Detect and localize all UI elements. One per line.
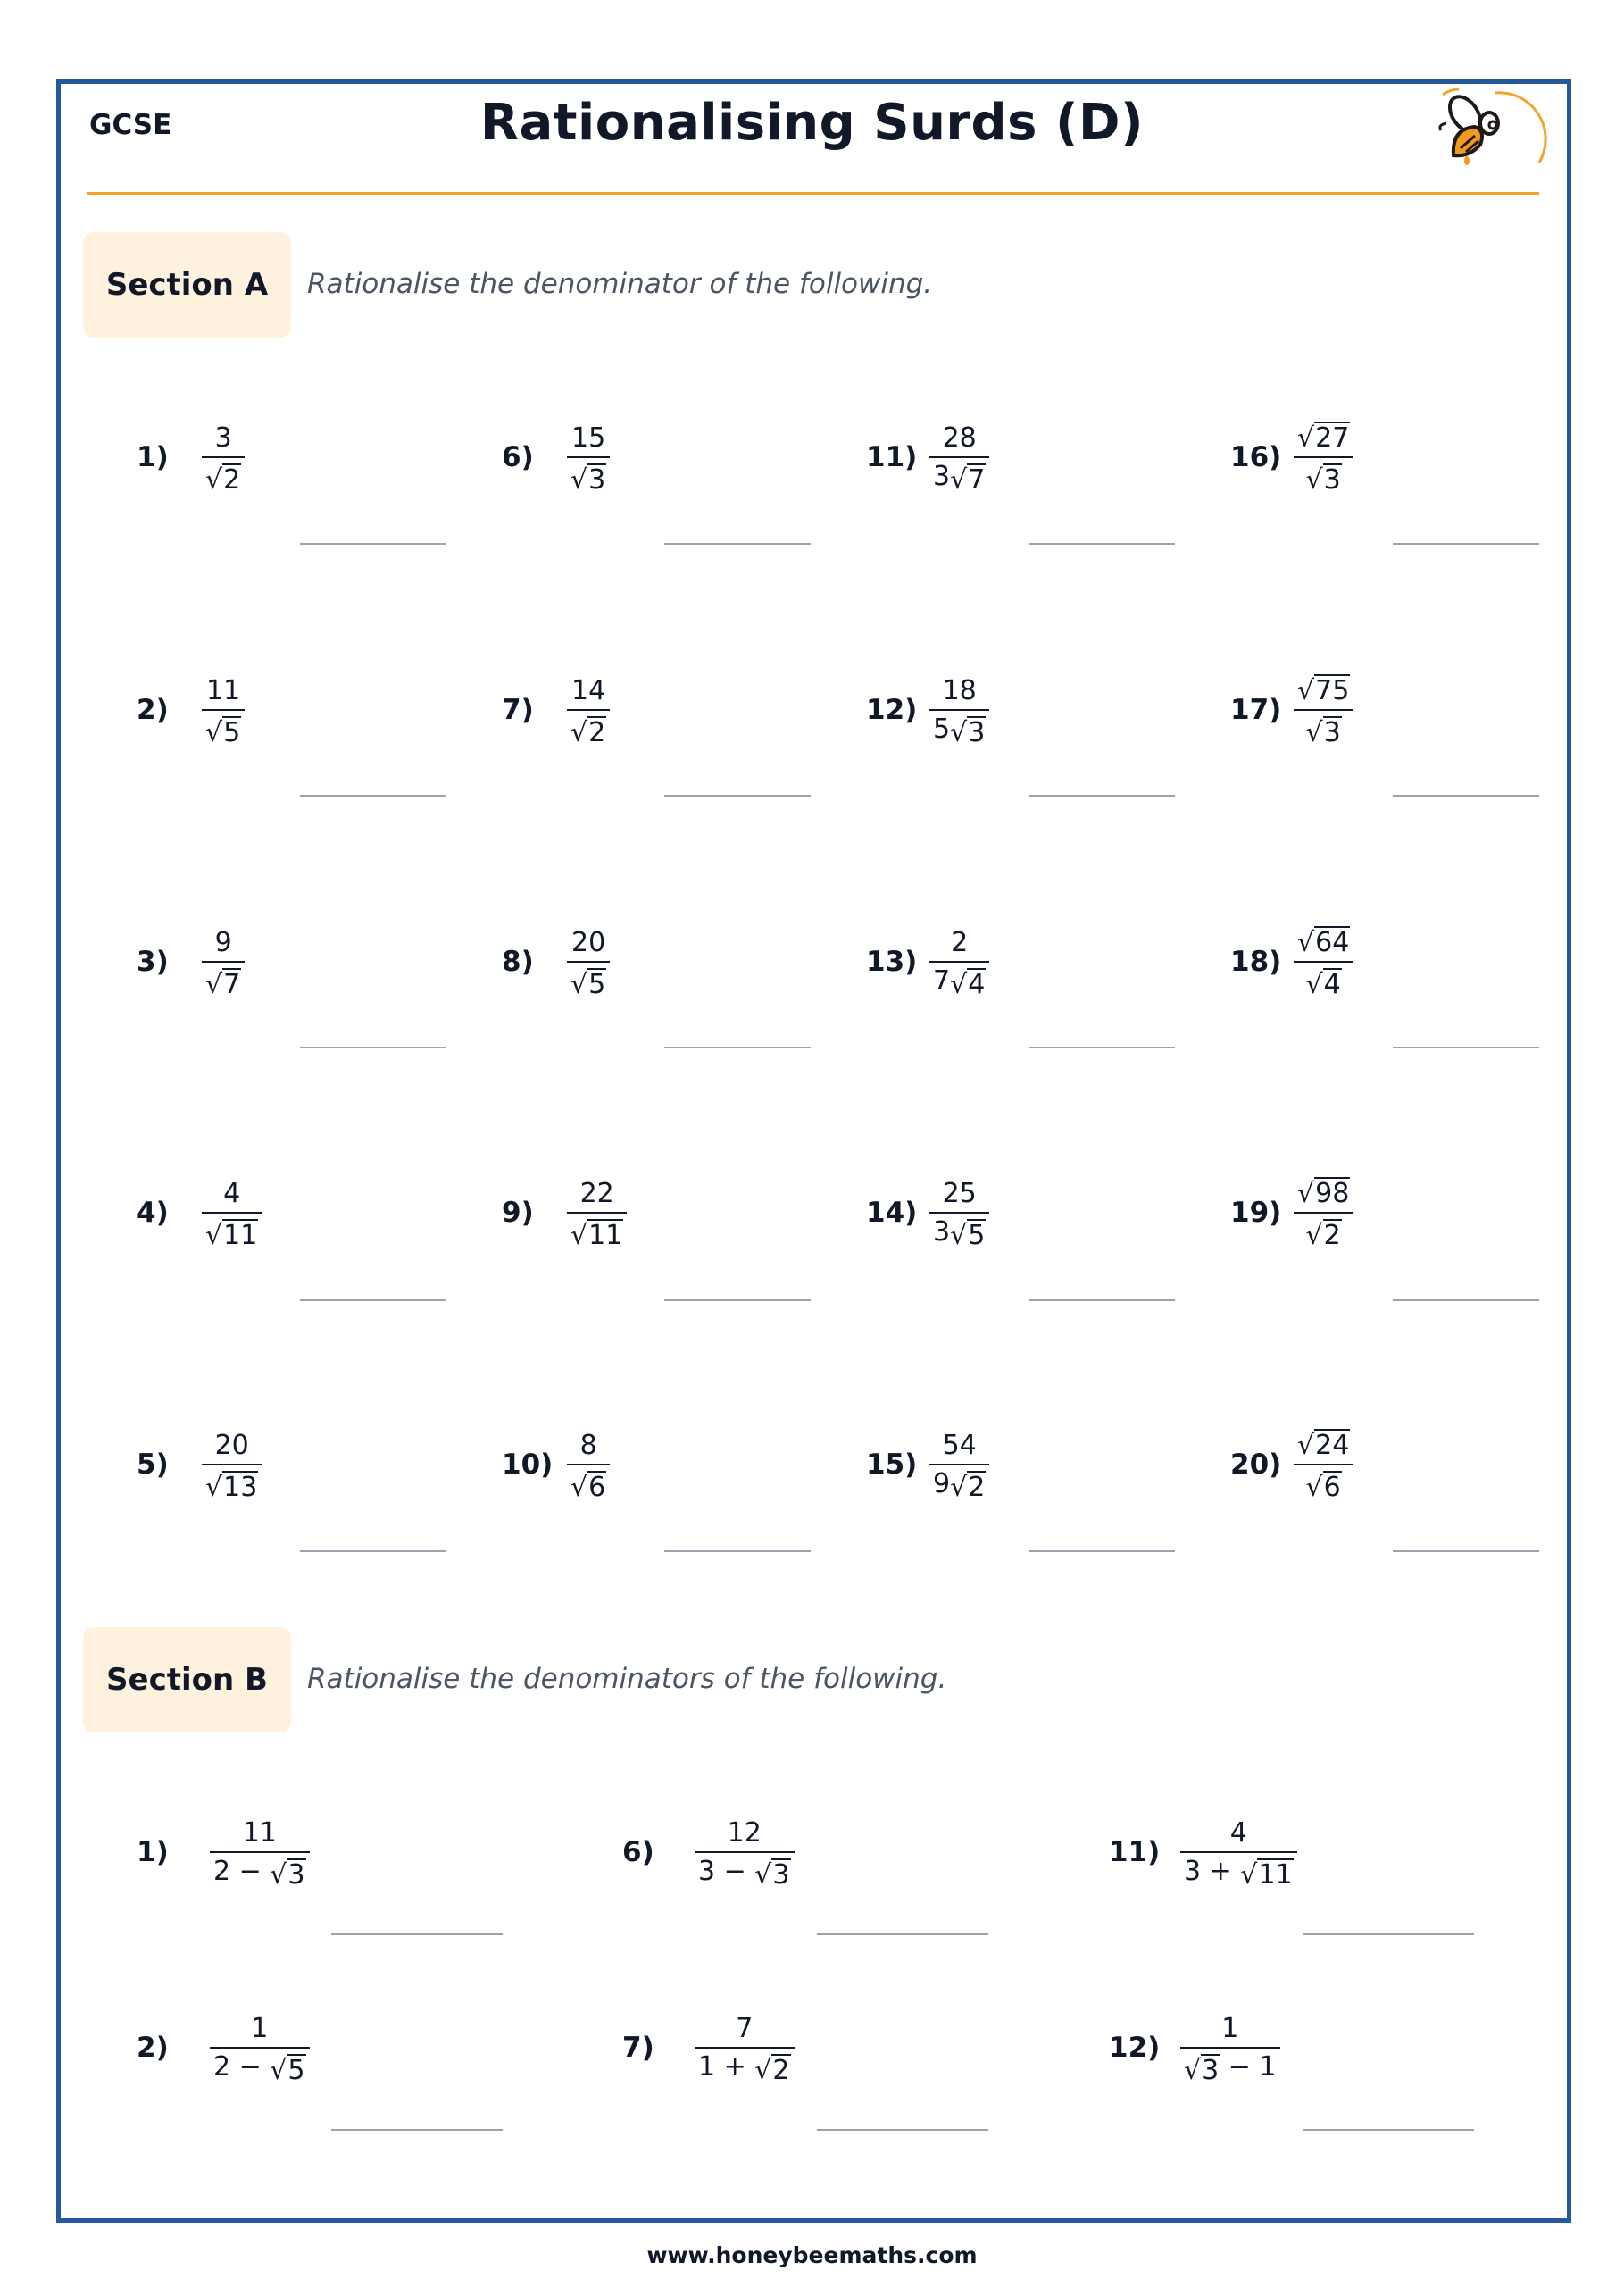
- question-number: 9): [502, 1197, 534, 1229]
- question-number: 4): [137, 1197, 169, 1229]
- fraction-numerator: 9: [214, 927, 232, 958]
- answer-line[interactable]: [664, 1550, 811, 1552]
- question-number: 13): [866, 946, 918, 978]
- answer-line[interactable]: [1029, 795, 1175, 797]
- level-label: GCSE: [89, 109, 172, 141]
- answer-line[interactable]: [331, 2129, 503, 2131]
- question-number: 10): [502, 1449, 554, 1481]
- question-fraction: [929, 927, 989, 1000]
- answer-line[interactable]: [1029, 1550, 1175, 1552]
- fraction-denominator: √ 13: [205, 1472, 258, 1503]
- question-number: 2): [137, 694, 169, 726]
- question-fraction: [567, 422, 610, 496]
- fraction-numerator: 11: [242, 1817, 277, 1849]
- question-fraction: [202, 927, 245, 1000]
- fraction-denominator: 5 √ 3: [933, 714, 986, 748]
- fraction-numerator: 11: [206, 675, 241, 706]
- fraction-denominator: √ 4: [1305, 969, 1341, 1000]
- fraction-numerator: 12: [727, 1817, 762, 1849]
- fraction-numerator: 25: [942, 1178, 977, 1209]
- answer-line[interactable]: [1303, 2129, 1474, 2131]
- question-fraction: [695, 2013, 795, 2086]
- answer-line[interactable]: [331, 1933, 503, 1935]
- fraction-denominator: 1 + √ 2: [698, 2051, 790, 2086]
- answer-line[interactable]: [664, 543, 811, 545]
- question-number: 7): [502, 694, 534, 726]
- answer-line[interactable]: [664, 1299, 811, 1301]
- answer-line[interactable]: [300, 1047, 446, 1048]
- fraction-denominator: √ 6: [1305, 1472, 1341, 1503]
- section-a-instruction: Rationalise the denominator of the following.: [307, 268, 933, 300]
- fraction-denominator: 2 − √ 5: [213, 2051, 305, 2086]
- answer-line[interactable]: [1029, 1047, 1175, 1048]
- question-number: 16): [1230, 441, 1282, 473]
- fraction-denominator: 7 √ 4: [933, 965, 986, 1000]
- question-fraction: [202, 675, 245, 748]
- question-fraction: [210, 1817, 310, 1891]
- question-number: 12): [866, 694, 918, 726]
- question-number: 14): [866, 1197, 918, 1229]
- fraction-denominator: √ 11: [570, 1220, 623, 1251]
- worksheet-frame: [56, 79, 1571, 2223]
- question-fraction: [567, 1178, 627, 1251]
- answer-line[interactable]: [1393, 1299, 1539, 1301]
- question-fraction: [202, 422, 245, 496]
- fraction-denominator: √ 5: [570, 969, 606, 1000]
- question-number: 6): [502, 441, 534, 473]
- question-fraction: [210, 2013, 310, 2086]
- fraction-denominator: √ 5: [205, 717, 241, 748]
- question-number: 15): [866, 1449, 918, 1481]
- header-rule: [87, 192, 1539, 195]
- fraction-numerator: √ 98: [1297, 1178, 1350, 1209]
- answer-line[interactable]: [1393, 1047, 1539, 1048]
- page-title: Rationalising Surds (D): [479, 94, 1145, 152]
- fraction-numerator: 7: [736, 2013, 754, 2044]
- question-number: 8): [502, 946, 534, 978]
- answer-line[interactable]: [300, 795, 446, 797]
- question-number: 11): [866, 441, 918, 473]
- answer-line[interactable]: [817, 1933, 988, 1935]
- fraction-numerator: √ 27: [1297, 422, 1350, 454]
- question-fraction: [567, 675, 610, 748]
- bee-logo-icon: [1434, 86, 1550, 179]
- fraction-numerator: 4: [223, 1178, 241, 1209]
- fraction-denominator: √ 2: [570, 717, 606, 748]
- question-fraction: [1294, 674, 1353, 747]
- question-number: 2): [137, 2032, 169, 2064]
- answer-line[interactable]: [1303, 1933, 1474, 1935]
- question-number: 1): [137, 1836, 169, 1868]
- footer-website: www.honeybeemaths.com: [646, 2242, 978, 2268]
- fraction-numerator: 4: [1229, 1817, 1247, 1849]
- fraction-denominator: √ 3: [1305, 464, 1341, 496]
- fraction-numerator: 54: [942, 1430, 977, 1461]
- question-fraction: [567, 927, 610, 1000]
- fraction-denominator: √ 2: [1305, 1220, 1341, 1251]
- question-number: 6): [622, 1836, 654, 1868]
- fraction-numerator: √ 64: [1297, 927, 1350, 958]
- fraction-denominator: √ 11: [205, 1220, 258, 1251]
- fraction-numerator: 15: [571, 422, 606, 454]
- fraction-denominator: √ 3: [1305, 717, 1341, 748]
- question-number: 17): [1230, 694, 1282, 726]
- answer-line[interactable]: [300, 543, 446, 545]
- fraction-denominator: √ 6: [570, 1472, 606, 1503]
- question-fraction: [1294, 422, 1353, 494]
- fraction-denominator: √ 7: [205, 969, 241, 1000]
- fraction-numerator: 8: [579, 1430, 597, 1461]
- fraction-denominator: √ 3 − 1: [1184, 2051, 1277, 2086]
- question-fraction: [695, 1817, 795, 1891]
- fraction-numerator: 28: [942, 422, 977, 454]
- question-fraction: [1294, 1429, 1353, 1501]
- question-fraction: [929, 422, 989, 496]
- question-fraction: [1180, 2013, 1280, 2086]
- fraction-denominator: √ 3: [570, 464, 606, 496]
- fraction-numerator: 2: [951, 927, 969, 958]
- question-number: 12): [1109, 2032, 1161, 2064]
- question-number: 20): [1230, 1449, 1282, 1481]
- question-fraction: [202, 1178, 262, 1251]
- answer-line[interactable]: [1393, 795, 1539, 797]
- fraction-numerator: √ 75: [1297, 675, 1350, 706]
- answer-line[interactable]: [300, 1299, 446, 1301]
- question-number: 5): [137, 1449, 169, 1481]
- answer-line[interactable]: [300, 1550, 446, 1552]
- answer-line[interactable]: [1029, 1299, 1175, 1301]
- fraction-numerator: 14: [571, 675, 606, 706]
- fraction-numerator: 1: [1221, 2013, 1239, 2044]
- fraction-numerator: 20: [571, 927, 606, 958]
- question-fraction: [202, 1432, 262, 1501]
- question-number: 11): [1109, 1836, 1161, 1868]
- section-a-badge: Section A: [83, 232, 291, 338]
- fraction-numerator: √ 24: [1297, 1430, 1350, 1461]
- section-b-instruction: Rationalise the denominators of the following.: [307, 1663, 947, 1695]
- question-number: 19): [1230, 1197, 1282, 1229]
- question-fraction: [1294, 926, 1353, 998]
- question-fraction: [929, 1432, 989, 1501]
- question-number: 7): [622, 2032, 654, 2064]
- answer-line[interactable]: [1393, 1550, 1539, 1552]
- question-number: 18): [1230, 946, 1282, 978]
- fraction-denominator: √ 2: [205, 464, 241, 496]
- fraction-denominator: 3 − √ 3: [698, 1856, 790, 1891]
- question-fraction: [929, 675, 989, 748]
- answer-line[interactable]: [1393, 543, 1539, 545]
- fraction-denominator: 3 + √ 11: [1184, 1856, 1293, 1891]
- fraction-denominator: 3 √ 7: [933, 461, 986, 496]
- question-fraction: [929, 1178, 989, 1251]
- answer-line[interactable]: [664, 1047, 811, 1048]
- fraction-numerator: 20: [214, 1430, 249, 1461]
- question-fraction: [1180, 1817, 1297, 1891]
- question-number: 3): [137, 946, 169, 978]
- answer-line[interactable]: [1029, 543, 1175, 545]
- answer-line[interactable]: [817, 2129, 988, 2131]
- fraction-denominator: 3 √ 5: [933, 1216, 986, 1251]
- fraction-numerator: 3: [214, 422, 232, 454]
- fraction-numerator: 18: [942, 675, 977, 706]
- fraction-numerator: 22: [579, 1178, 614, 1209]
- section-b-badge: Section B: [83, 1627, 291, 1732]
- question-fraction: [1294, 1177, 1353, 1249]
- fraction-denominator: 2 − √ 3: [213, 1856, 305, 1891]
- fraction-numerator: 1: [251, 2013, 269, 2044]
- question-number: 1): [137, 441, 169, 473]
- fraction-denominator: 9 √ 2: [933, 1468, 986, 1503]
- question-fraction: [567, 1432, 610, 1501]
- answer-line[interactable]: [664, 795, 811, 797]
